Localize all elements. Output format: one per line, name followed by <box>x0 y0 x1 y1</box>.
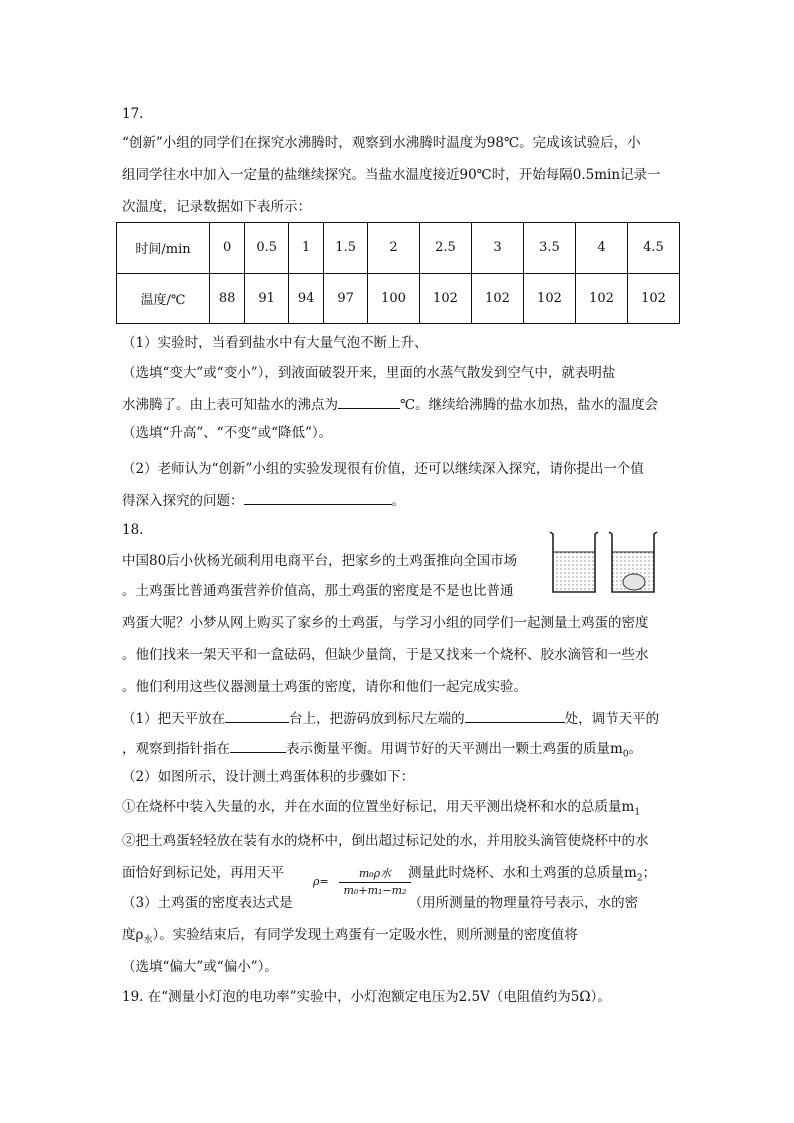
table-cell: 0.5 <box>245 223 289 274</box>
table-cell: 2 <box>367 223 419 274</box>
table-cell: 0 <box>210 223 245 274</box>
table-row-temperature <box>117 273 680 324</box>
subscript: 1 <box>634 807 641 818</box>
table-cell: 4 <box>575 223 627 274</box>
table-cell: 4.5 <box>627 223 679 274</box>
table-cell: 102 <box>471 273 523 324</box>
q17-part2-line-1: （2）老师认为“创新”小组的实验发现很有价值，还可以继续深入探究，请你提出一个值 <box>122 461 644 477</box>
q18-part3-line-3: （选填“偏大”或“偏小”）。 <box>122 959 278 975</box>
beaker-water-icon <box>550 532 598 592</box>
q18-part1-line-1 <box>122 708 659 728</box>
q18-intro-line-1: 中国80后小伙杨光硕利用电商平台，把家乡的土鸡蛋推向全国市场 <box>122 553 518 569</box>
q18-part1-line-2 <box>122 738 642 764</box>
text-span: （3）土鸡蛋的密度表达式是 <box>122 895 293 911</box>
q18-part2-title: （2）如图所示，设计测土鸡蛋体积的步骤如下： <box>122 769 415 785</box>
table-cell: 94 <box>288 273 323 324</box>
text-span: ，观察到指针指在 <box>122 741 230 757</box>
subscript: 0 <box>622 749 629 760</box>
text-span: （用所测量的物理量符号表示，水的密 <box>408 895 639 911</box>
text-span: ℃。继续给沸腾的盐水加热，盐水的温度会 <box>400 397 659 413</box>
table-row-time <box>117 223 680 274</box>
answer-blank[interactable] <box>338 394 400 409</box>
table-cell: 102 <box>419 273 471 324</box>
table-cell: 2.5 <box>419 223 471 274</box>
table-cell: 3 <box>471 223 523 274</box>
answer-blank[interactable] <box>244 490 392 505</box>
q18-intro-line-3: 鸡蛋大呢？小梦从网上购买了家乡的土鸡蛋，与学习小组的同学们一起测量土鸡蛋的密度 <box>122 615 649 631</box>
q18-intro-line-5: 。他们利用这些仪器测量土鸡蛋的密度，请你和他们一起完成实验。 <box>122 679 527 695</box>
table-cell: 91 <box>245 273 289 324</box>
q17-part1-line-4: （选填“升高”、“不变”或“降低”）。 <box>122 425 333 441</box>
text-span: 得深入探究的问题： <box>122 493 244 509</box>
q18-part3-line-2 <box>122 926 578 950</box>
text-span: 水沸腾了。由上表可知盐水的沸点为 <box>122 397 338 413</box>
formula-numerator: m₀ρ水 <box>339 865 411 883</box>
formula-denominator: m₀+m₁−m₂ <box>343 884 407 897</box>
table-header-temperature: 温度/℃ <box>117 273 210 324</box>
text-span: 。 <box>628 741 643 757</box>
q18-step2-line-1: ②把土鸡蛋轻轻放在装有水的烧杯中，倒出超过标记处的水，并用胶头滴管使烧杯中的水 <box>122 833 649 849</box>
q18-number: 18. <box>122 522 144 538</box>
table-cell: 100 <box>367 273 419 324</box>
table-header-time: 时间/min <box>117 223 210 274</box>
q17-part1-line-1: （1）实验时，当看到盐水中有大量气泡不断上升、 <box>122 335 428 351</box>
q17-intro-line-1: “创新”小组的同学们在探究水沸腾时，观察到水沸腾时温度为98℃。完成该试验后，小 <box>122 135 641 151</box>
table-cell: 102 <box>575 273 627 324</box>
q17-intro-line-2: 组同学往水中加入一定量的盐继续探究。当盐水温度接近90℃时，开始每隔0.5min记录一 <box>122 167 661 183</box>
text-span: 面恰好到标记处，再用天平 <box>122 865 284 881</box>
subscript: 水 <box>143 935 153 946</box>
table-cell: 102 <box>523 273 575 324</box>
q17-part1-line-3 <box>122 394 658 414</box>
q18-step1 <box>122 798 640 822</box>
beaker-egg-icon <box>609 532 657 592</box>
q17-part1-line-2: （选填“变大”或“变小”），到液面破裂开来，里面的水蒸气散发到空气中，就表明盐 <box>122 365 616 381</box>
data-table <box>116 222 680 324</box>
text-span: 表示衡量平衡。用调节好的天平测出一颗土鸡蛋的质量m <box>286 741 623 757</box>
text-span: 处，调节天平的 <box>564 711 660 727</box>
text-span: 台上，把游码放到标尺左端的 <box>289 711 465 727</box>
q19-text: 19. 在“测量小灯泡的电功率”实验中，小灯泡额定电压为2.5V（电阻值约为5Ω）。 <box>122 989 611 1005</box>
answer-blank[interactable] <box>465 708 565 723</box>
text-span: ①在烧杯中装入失量的水，并在水面的位置坐好标记，用天平测出烧杯和水的总质量m <box>122 799 635 815</box>
table-cell: 102 <box>627 273 679 324</box>
table-cell: 88 <box>210 273 245 324</box>
answer-blank[interactable] <box>225 708 289 723</box>
text-span: ； <box>642 865 657 881</box>
table-cell: 1 <box>288 223 323 274</box>
q18-part3-line-1 <box>122 894 638 912</box>
beakers-illustration <box>548 528 658 596</box>
text-span: 度ρ <box>122 927 144 943</box>
text-span: 。 <box>391 493 405 509</box>
q17-intro-line-3: 次温度，记录数据如下表所示： <box>122 199 311 215</box>
subscript: 2 <box>636 873 643 884</box>
q18-intro-line-2: 。土鸡蛋比普通鸡蛋营养价值高，那土鸡蛋的密度是不是也比普通 <box>122 583 514 599</box>
table-cell: 3.5 <box>523 223 575 274</box>
table-cell: 1.5 <box>324 223 368 274</box>
text-span: 测量此时烧杯、水和土鸡蛋的总质量m <box>408 865 637 881</box>
q17-number: 17. <box>122 106 144 122</box>
text-span: （1）把天平放在 <box>122 711 226 727</box>
answer-blank[interactable] <box>230 738 286 753</box>
table-cell: 97 <box>324 273 368 324</box>
q18-intro-line-4: 。他们找来一架天平和一盒砝码，但缺少量筒，于是又找来一个烧杯、胶水滴管和一些水 <box>122 647 649 663</box>
formula-lhs: ρ= <box>313 875 329 888</box>
text-span: ）。实验结束后，有同学发现土鸡蛋有一定吸水性，则所测量的密度值将 <box>152 927 578 943</box>
q17-part2-line-2 <box>122 490 405 510</box>
